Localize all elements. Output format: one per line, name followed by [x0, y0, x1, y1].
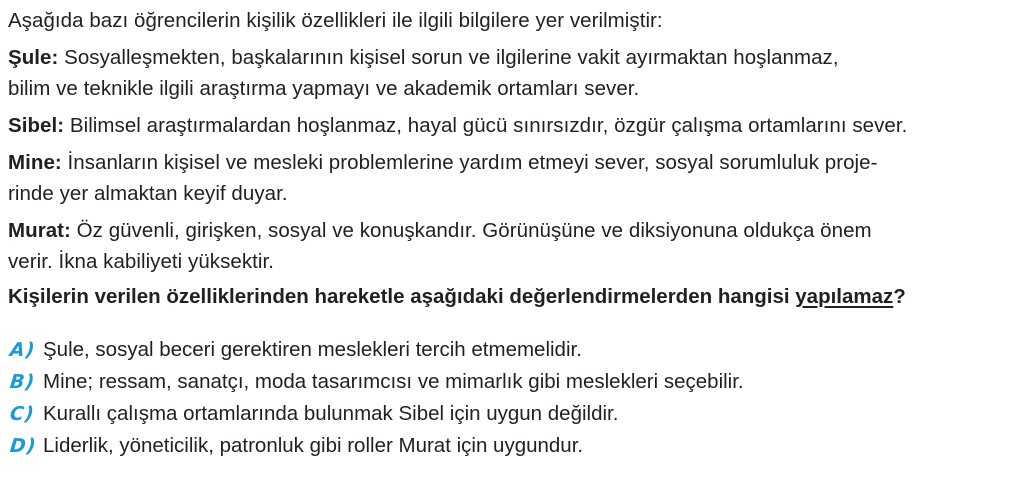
- option-a-letter: A): [8, 339, 37, 361]
- student-mine-line-1: [8, 146, 1013, 179]
- question-suffix: ?: [893, 285, 906, 308]
- student-mine-line-2: rinde yer almaktan keyif duyar.: [8, 182, 288, 205]
- option-b-text: Mine; ressam, sanatçı, moda tasarımcısı ve mimarlık gibi meslekleri seçebilir.: [43, 370, 744, 393]
- option-b[interactable]: [8, 366, 1013, 398]
- student-sibel-paragraph: [8, 109, 1013, 142]
- option-c-text: Kurallı çalışma ortamlarında bulunmak Sibel için uygun değildir.: [43, 402, 619, 425]
- student-murat-text-1: Öz güvenli, girişken, sosyal ve konuşkandır. Görünüşüne ve diksiyonuna oldukça önem: [70, 219, 872, 242]
- student-mine-text-1: İnsanların kişisel ve mesleki problemlerine yardım etmeyi sever, sosyal sorumluluk proje-: [61, 151, 878, 174]
- intro-text: Aşağıda bazı öğrencilerin kişilik özellikleri ile ilgili bilgilere yer verilmiştir:: [8, 9, 663, 32]
- student-sule-paragraph: [8, 41, 1013, 105]
- option-a[interactable]: [8, 334, 1013, 366]
- option-c-letter: C): [8, 403, 36, 425]
- question-stem: [8, 280, 1013, 313]
- student-sibel-name: Sibel:: [8, 114, 65, 137]
- student-sule-line-1: [8, 41, 1013, 74]
- student-sule-line-2: bilim ve teknikle ilgili araştırma yapmayı ve akademik ortamları sever.: [8, 77, 640, 100]
- student-murat-paragraph: [8, 214, 1013, 278]
- option-d-text: Liderlik, yöneticilik, patronluk gibi roller Murat için uygundur.: [43, 434, 584, 457]
- student-sule-text-1: Sosyalleşmekten, başkalarının kişisel sorun ve ilgilerine vakit ayırmaktan hoşlanmaz,: [58, 46, 839, 69]
- student-murat-name: Murat:: [8, 219, 71, 242]
- question-underlined-word: yapılamaz: [795, 285, 894, 308]
- student-sule-name: Şule:: [8, 46, 59, 69]
- option-d[interactable]: [8, 430, 1013, 462]
- option-a-text: Şule, sosyal beceri gerektiren meslekleri tercih etmemelidir.: [43, 338, 582, 361]
- option-b-letter: B): [8, 371, 37, 393]
- student-sibel-line-1: [8, 109, 1013, 142]
- student-mine-paragraph: [8, 146, 1013, 210]
- student-murat-line-2: verir. İkna kabiliyeti yüksektir.: [8, 250, 274, 273]
- option-c[interactable]: [8, 398, 1013, 430]
- question-prefix: Kişilerin verilen özelliklerinden hareketle aşağıdaki değerlendirmelerden hangisi: [8, 285, 796, 308]
- question-document: [8, 4, 1013, 462]
- student-sibel-text-1: Bilimsel araştırmalardan hoşlanmaz, hayal gücü sınırsızdır, özgür çalışma ortamlarını sever.: [64, 114, 908, 137]
- student-murat-line-1: [8, 214, 1013, 247]
- answer-options: [8, 334, 1013, 462]
- option-d-letter: D): [8, 435, 38, 457]
- student-mine-name: Mine:: [8, 151, 62, 174]
